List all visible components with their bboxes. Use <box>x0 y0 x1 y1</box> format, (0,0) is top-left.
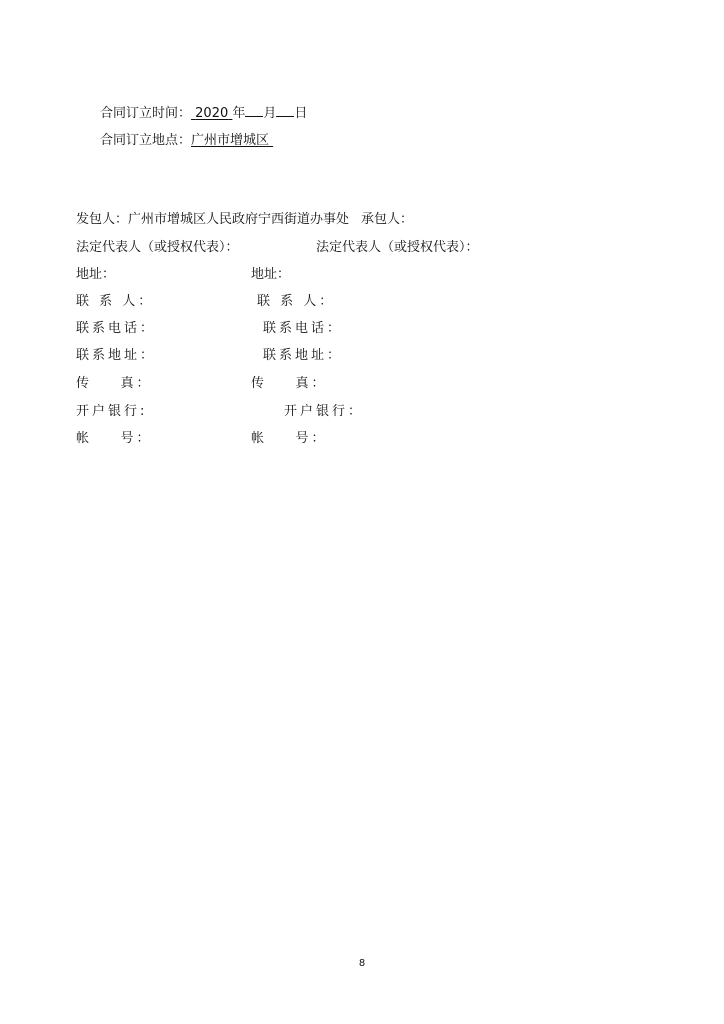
employer-line <box>76 212 349 228</box>
contract-place-value: 广州市增城区 <box>191 133 270 148</box>
contractor-account-field: 帐 号： <box>251 431 328 446</box>
contractor-phone-field: 联系电话： <box>263 321 344 336</box>
contract-date-label: 合同订立时间： <box>100 106 192 121</box>
contractor-contact-person-field: 联 系 人： <box>257 294 336 309</box>
employer-contact-address-field: 联系地址： <box>76 348 157 363</box>
contractor-fax-field: 传 真： <box>251 376 328 391</box>
month-suffix: 月 <box>263 106 277 121</box>
contractor-legal-rep-field: 法定代表人（或授权代表）： <box>316 240 479 255</box>
employer-account-field: 帐 号： <box>76 431 153 446</box>
contractor-address-field: 地址： <box>251 267 291 282</box>
day-suffix: 日 <box>294 106 308 121</box>
contract-date-line <box>100 104 307 122</box>
contract-date-year: 2020 <box>195 106 229 121</box>
contractor-contact-address-field: 联系地址： <box>263 348 344 363</box>
employer-label: 发包人： <box>76 212 129 227</box>
employer-contact-person-field: 联 系 人： <box>76 294 155 309</box>
contract-place-line <box>100 133 273 149</box>
contractor-bank-field: 开户银行： <box>284 404 365 419</box>
employer-bank-field: 开户银行: <box>76 404 148 419</box>
contractor-label: 承包人： <box>361 212 414 227</box>
page-number: 8 <box>358 958 366 969</box>
employer-name: 广州市增城区人民政府宁西街道办事处 <box>128 212 350 227</box>
employer-address-field: 地址： <box>76 267 116 282</box>
month-blank <box>245 104 263 117</box>
employer-fax-field: 传 真： <box>76 376 153 391</box>
day-blank <box>276 104 294 117</box>
year-suffix: 年 <box>232 106 246 121</box>
contract-place-label: 合同订立地点： <box>100 133 192 148</box>
employer-phone-field: 联系电话： <box>76 321 157 336</box>
employer-legal-rep-field: 法定代表人（或授权代表）： <box>76 240 239 255</box>
